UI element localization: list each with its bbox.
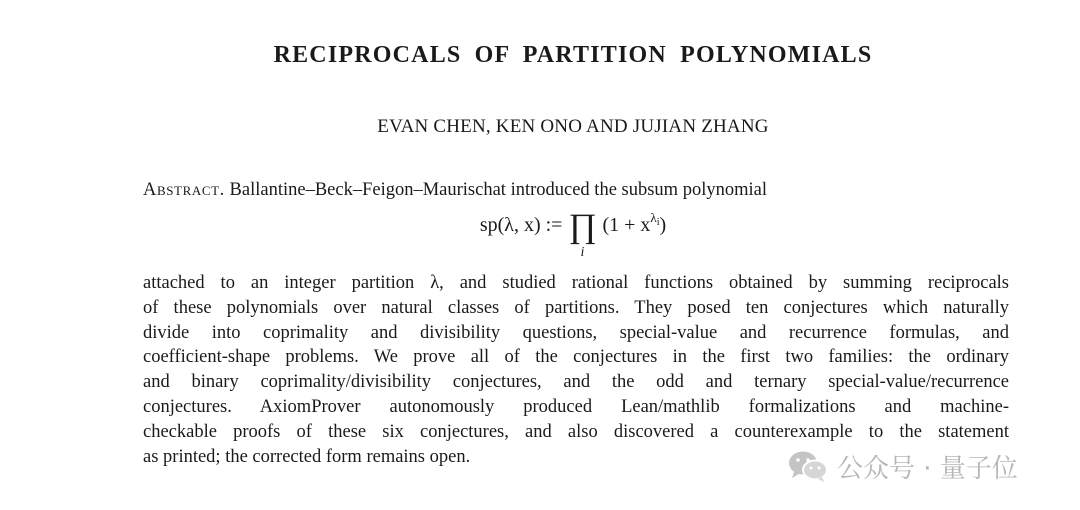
formula-lhs: sp(λ, x) := (479, 214, 563, 236)
abstract-line: coefficient-shape problems. We prove all of the conjectures in the first two families: the ordinary (143, 347, 1009, 368)
abstract-line: checkable proofs of these six conjectures, and also discovered a counterexample to the statement (143, 421, 1009, 442)
abstract-line: conjectures. AxiomProver autonomously produced Lean/mathlib formalizations and machine- (143, 396, 1009, 417)
abstract-heading-line (143, 180, 1023, 201)
product-index: i (580, 245, 585, 260)
product-symbol: ∏ i (568, 208, 597, 260)
paper-authors: EVAN CHEN, KEN ONO AND JUJIAN ZHANG (377, 116, 769, 137)
abstract-body (143, 271, 1009, 469)
subsum-polynomial-formula (0, 210, 1080, 266)
exponent-subscript: i (656, 217, 660, 228)
formula-rhs-base: (1 + x (602, 214, 651, 236)
abstract-line: and binary coprimality/divisibility conjectures, and the odd and ternary special-value/recurrence (143, 372, 1009, 393)
abstract-label: Abstract. (143, 180, 225, 200)
abstract-line: attached to an integer partition λ, and studied rational functions obtained by summing reciprocals (143, 273, 1009, 293)
paper-title: RECIPROCALS OF PARTITION POLYNOMIALS (273, 42, 873, 68)
exponent-symbol: λ (650, 210, 657, 225)
abstract-line: as printed; the corrected form remains open. (143, 446, 471, 467)
abstract-line: of these polynomials over natural classes of partitions. They posed ten conjectures which naturally (143, 297, 1009, 318)
watermark-text: 公众号 · 量子位 (837, 453, 1018, 484)
wechat-icon (787, 449, 829, 483)
abstract-intro: Ballantine–Beck–Feigon–Maurischat introduced the subsum polynomial (229, 180, 767, 200)
abstract-line: divide into coprimality and divisibility questions, special-value and recurrence formulas, and (143, 322, 1009, 343)
formula-exponent (650, 210, 660, 228)
formula-rhs-close: ) (659, 214, 667, 236)
watermark (787, 446, 1018, 486)
